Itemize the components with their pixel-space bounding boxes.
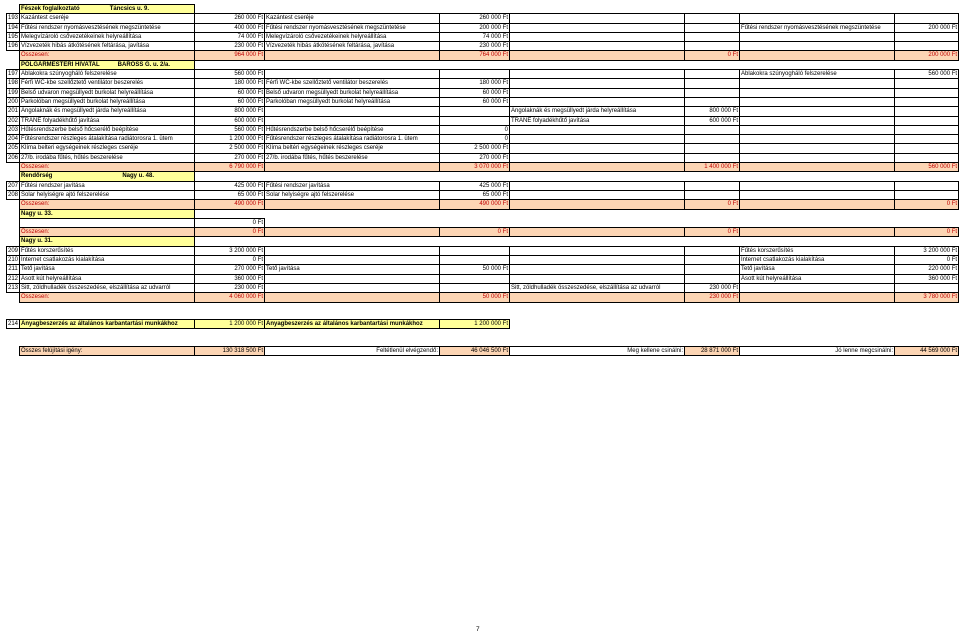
section-header-rendorseg bbox=[7, 172, 959, 181]
table-row: 213 Sitt, zöldhulladék összeszedése, elszállítása az udvarról 230 000 Ft Sitt, zöldhulladék összeszedése, elszállítása az udvarról 230 000 Ft bbox=[7, 283, 959, 292]
section-header-nagy31: Nagy u. 31. bbox=[7, 237, 959, 246]
table-row: 210 Internet csatlakozás kialakítása 0 Ft Internet csatlakozás kialakítása 0 Ft bbox=[8, 257, 958, 264]
table-row: 200 Parkolóban megsüllyedt burkolat helyreállítása 60 000 Ft Parkolóban megsüllyedt burkolat helyreállítása 60 000 Ft bbox=[7, 97, 959, 106]
table-row: 194 Fűtési rendszer nyomásvesztésének megszüntetése 400 000 Ft Fűtési rendszer nyomásvesztésének megszüntetése 200 000 Ft Fűtési rendszer nyomásvesztésének megszüntetése 200 000 Ft bbox=[8, 24, 958, 31]
table-row: 207 Fűtési rendszer javítása 425 000 Ft Fűtési rendszer javítása 425 000 Ft bbox=[7, 181, 959, 190]
table-row: 209 Fűtés korszerűsítés 3 200 000 Ft Fűtés korszerűsítés 3 200 000 Ft bbox=[8, 247, 958, 254]
table-row: 208 Solar helyiségre ajtó felszerelése 65 000 Ft Solar helyiségre ajtó felszerelése 65 000 Ft bbox=[7, 190, 959, 199]
table-row: 0 Ft bbox=[7, 218, 959, 227]
totals-row: Összesen: 490 000 Ft 490 000 Ft 0 Ft 0 Ft bbox=[21, 201, 958, 208]
page-number: 7 bbox=[476, 626, 480, 633]
table-row: 206 27/b. irodába fűtés, hűtés beszerelése 270 000 Ft 27/b. irodába fűtés, hűtés beszerelése 270 000 Ft bbox=[7, 153, 959, 162]
section-name: POLGÁRMESTERI HIVATAL BAROSS G. u. 2/a. bbox=[20, 60, 195, 69]
spreadsheet bbox=[6, 4, 958, 356]
section-header-nagy33: Nagy u. 33. bbox=[7, 209, 959, 218]
table-row: 203 Hűtésrendszerbe belső hőcserélő beépítése 560 000 Ft Hűtésrendszerbe belső hőcserélő beépítése 0 bbox=[7, 125, 959, 134]
table-row: 204 Fűtésrendszer részleges átalakítása radiátorosra 1. ütem 1 200 000 Ft Fűtésrendszer részleges átalakítása radiátorosra 1. ütem 0 bbox=[7, 135, 959, 144]
table-row: 201 Angolaknák és megsüllyedt járda helyreállítása 800 000 Ft Angolaknák és megsüllyedt járda helyreállítása 800 000 Ft bbox=[7, 107, 959, 116]
table-row: 211 Tető javítása 270 000 Ft Tető javítása 50 000 Ft Tető javítása 220 000 Ft bbox=[8, 266, 958, 273]
table-row: 199 Belső udvaron megsüllyedt burkolat helyreállítása 60 000 Ft Belső udvaron megsüllyedt burkolat helyreállítása 60 000 Ft bbox=[7, 88, 959, 97]
totals-row: Összesen: 6 790 000 Ft 3 070 000 Ft 1 400 000 Ft 560 000 Ft bbox=[21, 164, 958, 171]
table-row-general-maintenance: 214 Anyagbeszerzés az általános karbantartási munkákhoz 1 200 000 Ft Anyagbeszerzés az általános karbantartási munkákhoz 1 200 000 Ft bbox=[8, 321, 508, 328]
section-name: Fészek foglalkoztató Táncsics u. 9. bbox=[20, 5, 195, 14]
table-row: 193 Kazántest cseréje 260 000 Ft Kazántest cseréje 260 000 Ft bbox=[7, 14, 959, 23]
section-name: Rendőrség Nagy u. 48. bbox=[20, 172, 195, 181]
totals-row: Összesen: 964 000 Ft 764 000 Ft 0 Ft 200 000 Ft bbox=[21, 52, 958, 59]
table-row: 196 Vízvezeték hibás átkötésének feltárása, javítása 230 000 Ft Vízvezeték hibás átkötésének feltárása, javítása 230 000 Ft bbox=[7, 42, 959, 51]
table-row: 198 Férfi WC-kbe szellőztető ventilátor beszerelés 180 000 Ft Férfi WC-kbe szellőztető ventilátor beszerelés 180 000 Ft bbox=[7, 79, 959, 88]
section-header-polgarmesteri bbox=[7, 60, 959, 69]
summary-row: Összes felújítási igény: 130 318 500 Ft Feltétlenül elvégzendő: 46 046 500 Ft Meg kellene csinálni: 28 871 000 Ft Jó lenne megcsinálni: 44 569 000 Ft bbox=[21, 347, 958, 354]
table-row: 202 TRANE folyadékhűtő javítása 600 000 Ft TRANE folyadékhűtő javítása 600 000 Ft bbox=[7, 116, 959, 125]
totals-row: Összesen: 4 060 000 Ft 50 000 Ft 230 000 Ft 3 780 000 Ft bbox=[21, 294, 958, 301]
table-row: 195 Melegvízároló csővezetékeinek helyreállítása 74 000 Ft Melegvízároló csővezetékeinek helyreállítása 74 000 Ft bbox=[7, 32, 959, 41]
table-row: 197 Ablakokra szúnyogháló felszerelése 560 000 Ft Ablakokra szúnyogháló felszerelése 560 000 Ft bbox=[8, 71, 958, 78]
renovation-table bbox=[6, 4, 959, 356]
section-header-feszek bbox=[7, 5, 959, 14]
totals-row: Összesen: 0 Ft 0 Ft 0 Ft 0 Ft bbox=[21, 229, 958, 236]
table-row: 205 Klíma belteri egységeinek részleges cseréje 2 500 000 Ft Klíma beltéri egységeinek részleges cseréje 2 500 000 Ft bbox=[7, 144, 959, 153]
table-row: 212 Ásott kút helyreállítása 360 000 Ft Ásott kút helyreállítása 360 000 Ft bbox=[8, 275, 958, 282]
